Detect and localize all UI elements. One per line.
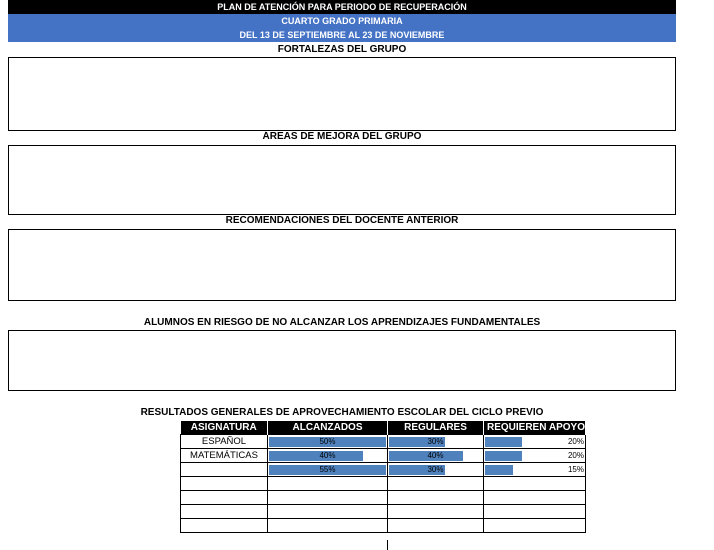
regulares-cell[interactable] bbox=[388, 505, 484, 519]
header-asignatura: ASIGNATURA bbox=[181, 421, 268, 435]
apoyo-cell[interactable] bbox=[484, 435, 586, 449]
at-risk-box[interactable] bbox=[8, 330, 676, 391]
recommendations-box[interactable] bbox=[8, 229, 676, 301]
regulares-cell[interactable] bbox=[388, 435, 484, 449]
strengths-box[interactable] bbox=[8, 57, 676, 131]
improvement-box[interactable] bbox=[8, 145, 676, 215]
alcanzados-percent: 50% bbox=[319, 437, 336, 446]
results-table bbox=[180, 421, 586, 533]
grade-period-banner bbox=[8, 14, 676, 42]
at-risk-title: ALUMNOS EN RIESGO DE NO ALCANZAR LOS APRENDIZAJES FUNDAMENTALES bbox=[143, 317, 541, 328]
subject-cell[interactable] bbox=[181, 477, 268, 491]
regulares-cell[interactable] bbox=[388, 491, 484, 505]
results-header-row bbox=[181, 421, 586, 435]
recommendations-title: RECOMENDACIONES DEL DOCENTE ANTERIOR bbox=[225, 215, 459, 226]
regulares-percent: 30% bbox=[427, 465, 444, 474]
table-row bbox=[181, 519, 586, 533]
apoyo-data-bar bbox=[485, 465, 513, 475]
regulares-cell[interactable] bbox=[388, 477, 484, 491]
improvement-title: ÁREAS DE MEJORA DEL GRUPO bbox=[262, 131, 422, 142]
subject-cell[interactable] bbox=[181, 463, 268, 477]
alcanzados-cell[interactable] bbox=[268, 505, 388, 519]
apoyo-cell[interactable] bbox=[484, 477, 586, 491]
apoyo-cell[interactable] bbox=[484, 519, 586, 533]
regulares-cell[interactable] bbox=[388, 519, 484, 533]
subject-cell[interactable] bbox=[181, 491, 268, 505]
alcanzados-percent: 40% bbox=[319, 451, 336, 460]
regulares-percent: 30% bbox=[427, 437, 444, 446]
apoyo-percent: 20% bbox=[567, 437, 584, 446]
alcanzados-cell[interactable] bbox=[268, 435, 388, 449]
subject-cell[interactable]: MATEMÁTICAS bbox=[181, 449, 268, 463]
table-row bbox=[181, 477, 586, 491]
regulares-percent: 40% bbox=[427, 451, 444, 460]
apoyo-cell[interactable] bbox=[484, 491, 586, 505]
header-alcanzados: ALCANZADOS bbox=[268, 421, 388, 435]
apoyo-cell[interactable] bbox=[484, 505, 586, 519]
apoyo-percent: 20% bbox=[567, 451, 584, 460]
table-row bbox=[181, 491, 586, 505]
period-label: DEL 13 DE SEPTIEMBRE AL 23 DE NOVIEMBRE bbox=[239, 30, 445, 40]
subject-cell[interactable] bbox=[181, 519, 268, 533]
alcanzados-cell[interactable] bbox=[268, 449, 388, 463]
table-row bbox=[181, 449, 586, 463]
plan-title: PLAN DE ATENCIÓN PARA PERIODO DE RECUPERACIÓN bbox=[8, 0, 676, 14]
header-requieren-apoyo: REQUIEREN APOYO bbox=[484, 421, 586, 435]
table-row bbox=[181, 463, 586, 477]
strengths-title: FORTALEZAS DEL GRUPO bbox=[277, 44, 407, 55]
grade-label: CUARTO GRADO PRIMARIA bbox=[281, 16, 403, 26]
header-regulares: REGULARES bbox=[388, 421, 484, 435]
alcanzados-percent: 55% bbox=[319, 465, 336, 474]
table-row bbox=[181, 435, 586, 449]
apoyo-cell[interactable] bbox=[484, 463, 586, 477]
regulares-cell[interactable] bbox=[388, 463, 484, 477]
column-border-overflow bbox=[387, 540, 388, 550]
apoyo-data-bar bbox=[485, 437, 522, 447]
subject-cell[interactable]: ESPAÑOL bbox=[181, 435, 268, 449]
alcanzados-cell[interactable] bbox=[268, 477, 388, 491]
apoyo-cell[interactable] bbox=[484, 449, 586, 463]
table-row bbox=[181, 505, 586, 519]
results-title: RESULTADOS GENERALES DE APROVECHAMIENTO ESCOLAR DEL CICLO PREVIO bbox=[140, 407, 544, 418]
alcanzados-cell[interactable] bbox=[268, 491, 388, 505]
alcanzados-cell[interactable] bbox=[268, 519, 388, 533]
alcanzados-cell[interactable] bbox=[268, 463, 388, 477]
regulares-cell[interactable] bbox=[388, 449, 484, 463]
apoyo-data-bar bbox=[485, 451, 522, 461]
subject-cell[interactable] bbox=[181, 505, 268, 519]
apoyo-percent: 15% bbox=[567, 465, 584, 474]
